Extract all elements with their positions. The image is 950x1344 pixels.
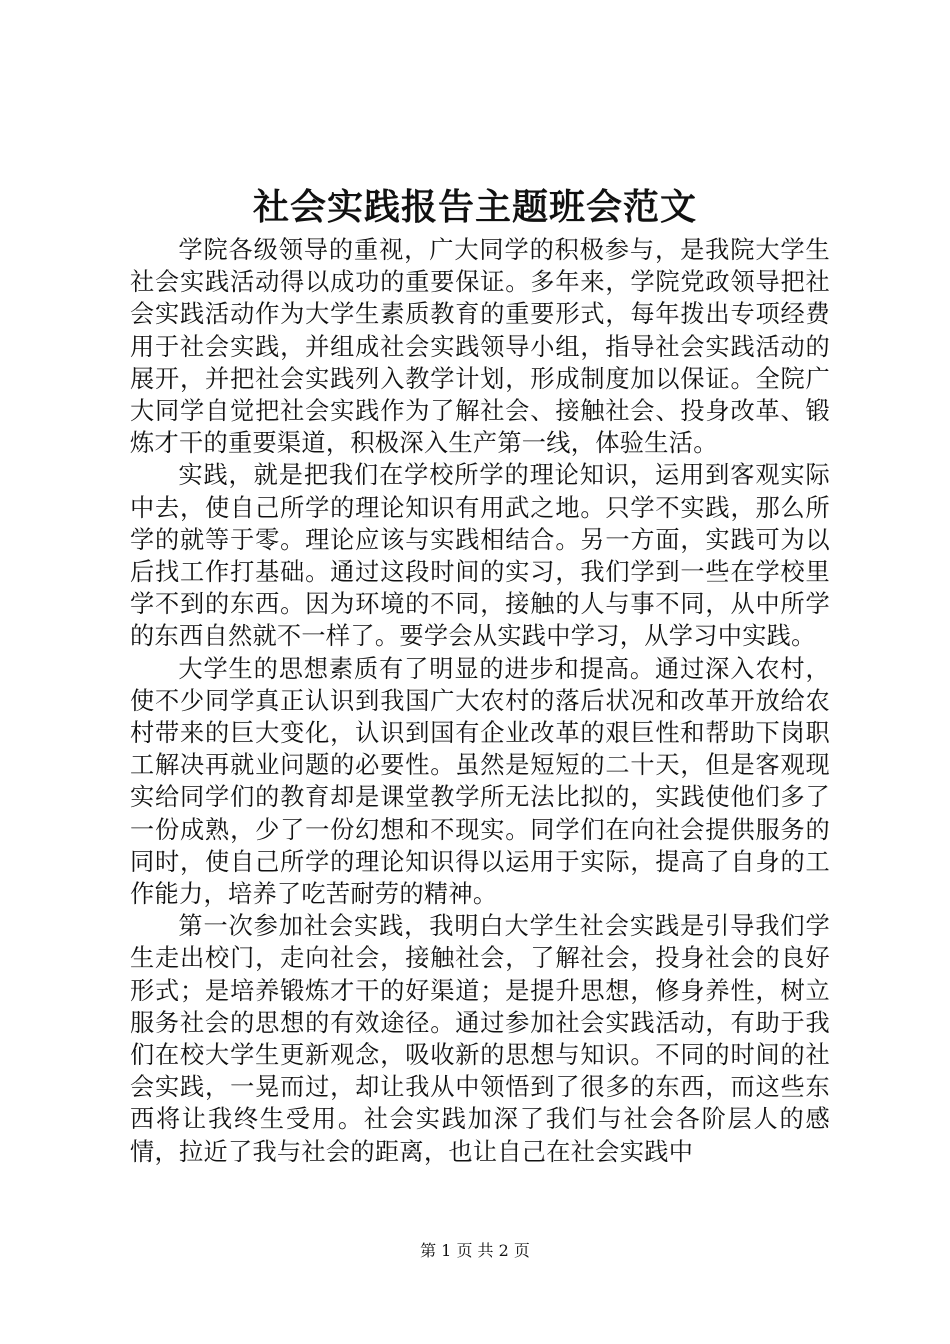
paragraph-4: 第一次参加社会实践，我明白大学生社会实践是引导我们学生走出校门，走向社会，接触社会，了解社会，投身社会的良好形式；是培养锻炼才干的好渠道；是提升思想，修身养性，树立服务社会的思想的有效途径。通过参加社会实践活动，有助于我们在校大学生更新观念，吸收新的思想与知识。不同的时间的社会实践，一晃而过，却让我从中领悟到了很多的东西，而这些东西将让我终生受用。社会实践加深了我们与社会各阶层人的感情，拉近了我与社会的距离，也让自己在社会实践中: [130, 912, 830, 1166]
paragraph-1: 学院各级领导的重视，广大同学的积极参与，是我院大学生社会实践活动得以成功的重要保证。多年来，学院党政领导把社会实践活动作为大学生素质教育的重要形式，每年拨出专项经费用于社会实践，并组成社会实践领导小组，指导社会实践活动的展开，并把社会实践列入教学计划，形成制度加以保证。全院广大同学自觉把社会实践作为了解社会、接触社会、投身改革、锻炼才干的重要渠道，积极深入生产第一线，体验生活。: [130, 236, 830, 458]
paragraph-2: 实践，就是把我们在学校所学的理论知识，运用到客观实际中去，使自己所学的理论知识有用武之地。只学不实践，那么所学的就等于零。理论应该与实践相结合。另一方面，实践可为以后找工作打基础。通过这段时间的实习，我们学到一些在学校里学不到的东西。因为环境的不同，接触的人与事不同，从中所学的东西自然就不一样了。要学会从实践中学习，从学习中实践。: [130, 461, 830, 651]
paragraph-3: 大学生的思想素质有了明显的进步和提高。通过深入农村，使不少同学真正认识到我国广大农村的落后状况和改革开放给农村带来的巨大变化，认识到国有企业改革的艰巨性和帮助下岗职工解决再就业问题的必要性。虽然是短短的二十天，但是客观现实给同学们的教育却是课堂教学所无法比拟的，实践使他们多了一份成熟，少了一份幻想和不现实。同学们在向社会提供服务的同时，使自己所学的理论知识得以运用于实际，提高了自身的工作能力，培养了吃苦耐劳的精神。: [130, 654, 830, 909]
page-number-footer: 第 1 页 共 2 页: [420, 1241, 530, 1260]
document-body: [130, 234, 830, 1168]
document-title: 社会实践报告主题班会范文: [252, 186, 697, 228]
